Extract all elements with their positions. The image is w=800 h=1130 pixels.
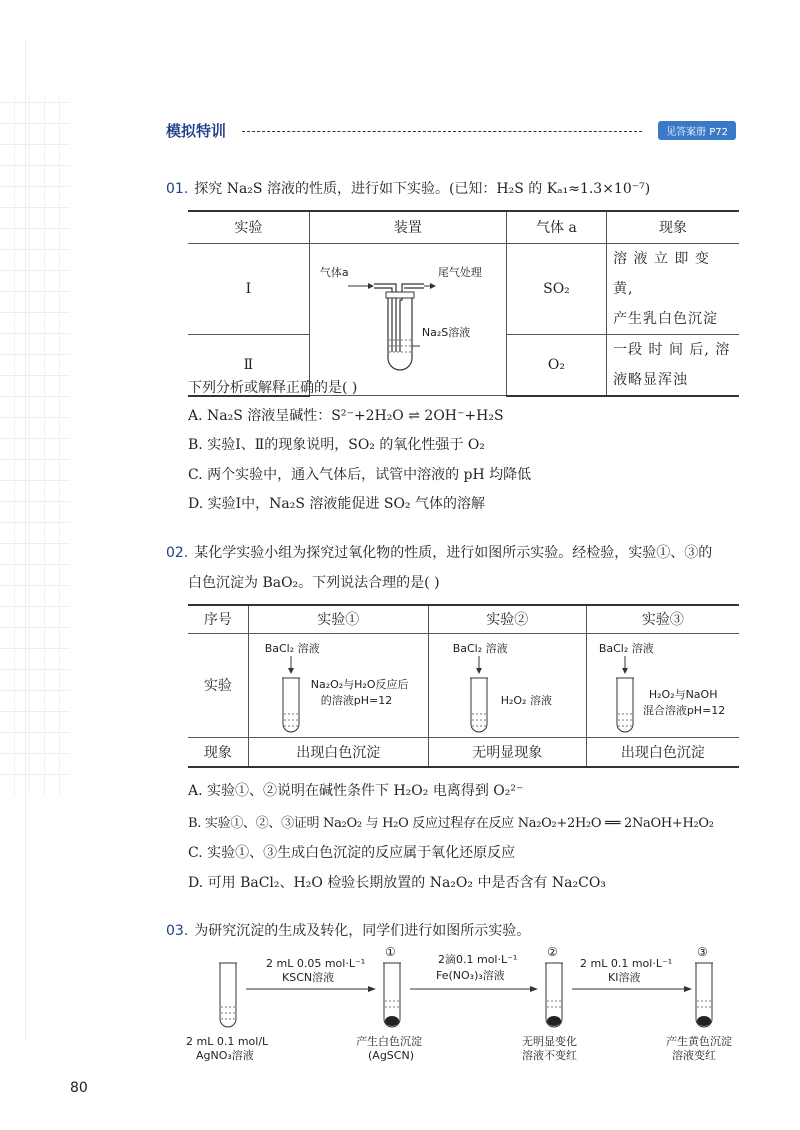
q3-result2-line1: 无明显变化	[522, 1035, 577, 1048]
q1-row1-phenomenon: 溶 液 立 即 变 黄, 产生乳白色沉淀	[607, 243, 739, 334]
q3-arrow2-top: 2滴0.1 mol·L⁻¹	[438, 953, 518, 966]
q2-option-c: C. 实验①、③生成白色沉淀的反应属于氧化还原反应	[188, 845, 516, 861]
q2-option-b: B. 实验①、②、③证明 Na₂O₂ 与 H₂O 反应过程存在反应 Na₂O₂+2H₂O ══ 2NaOH+H₂O₂	[188, 816, 714, 831]
q2-exp2-desc: H₂O₂ 溶液	[500, 693, 552, 707]
q3-diagram	[180, 945, 740, 1075]
q3-mark-2: ②	[547, 945, 558, 959]
q3-mark-3: ③	[697, 945, 708, 959]
q2-row-label-phen: 现象	[188, 737, 248, 767]
q2-exp2-reagent: BaCl₂ 溶液	[452, 641, 508, 655]
q1-row1-exp: Ⅰ	[188, 243, 309, 334]
q3-arrow2-bottom: Fe(NO₃)₃溶液	[436, 969, 505, 982]
q1-row1-gas: SO₂	[506, 243, 606, 334]
q1-prompt: 下列分析或解释正确的是( )	[188, 380, 358, 396]
q3-arrow1-top: 2 mL 0.05 mol·L⁻¹	[266, 957, 366, 970]
margin-grid	[0, 95, 70, 795]
q1-option-b: B. 实验Ⅰ、Ⅱ的现象说明，SO₂ 的氧化性强于 O₂	[188, 437, 485, 453]
q2-exp2-tube	[465, 656, 505, 736]
q1-option-c: C. 两个实验中，通入气体后，试管中溶液的 pH 均降低	[188, 467, 532, 483]
q3-arrow3-bottom: KI溶液	[608, 971, 641, 984]
q2-stem-line1	[166, 542, 712, 562]
q2-exp1-desc2: 的溶液pH=12	[320, 693, 393, 707]
q2-number: 02.	[166, 545, 189, 561]
q2-exp3-reagent: BaCl₂ 溶液	[598, 641, 654, 655]
q3-result1-line1: 产生白色沉淀	[356, 1035, 422, 1048]
q3-result3-line1: 产生黄色沉淀	[666, 1035, 732, 1048]
q2-header-exp2: 实验②	[428, 605, 586, 633]
q3-stem	[166, 920, 530, 940]
q2-header-index: 序号	[188, 605, 248, 633]
q2-stem-line2: 白色沉淀为 BaO₂。下列说法合理的是( )	[188, 575, 440, 591]
q3-arrow3-top: 2 mL 0.1 mol·L⁻¹	[580, 957, 673, 970]
q2-exp-row	[188, 633, 739, 737]
q1-row2-phenomenon: 一段 时 间 后, 溶 液略显浑浊	[607, 334, 739, 396]
q2-exp1-desc1: Na₂O₂与H₂O反应后	[310, 677, 409, 691]
q3-result3-line2: 溶液变红	[672, 1049, 716, 1062]
q1-header-gas: 气体 a	[506, 211, 606, 243]
q2-row-label-exp: 实验	[188, 633, 248, 737]
q2-option-d: D. 可用 BaCl₂、H₂O 检验长期放置的 Na₂O₂ 中是否含有 Na₂CO₃	[188, 875, 606, 891]
q2-exp1-tube	[277, 656, 317, 736]
q3-mark-1: ①	[385, 945, 396, 959]
q1-apparatus-cell	[309, 243, 506, 396]
q1-tail-gas-label: 尾气处理	[437, 265, 482, 279]
q2-stem-text1: 某化学实验小组为探究过氧化物的性质，进行如图所示实验。经检验，实验①、③的	[194, 545, 713, 561]
answer-reference-tag: 见答案册 P72	[658, 121, 736, 140]
q3-arrow1-bottom: KSCN溶液	[282, 971, 335, 984]
q1-option-d: D. 实验Ⅰ中，Na₂S 溶液能促进 SO₂ 气体的溶解	[188, 496, 485, 512]
q1-row-1	[188, 243, 739, 334]
q3-start-label2: AgNO₃溶液	[196, 1049, 254, 1062]
q1-header-phenomenon: 现象	[607, 211, 739, 243]
q1-stem	[166, 178, 650, 198]
q2-exp1-cell	[248, 633, 428, 737]
q2-phen2: 无明显现象	[428, 737, 586, 767]
q2-phen1: 出现白色沉淀	[248, 737, 428, 767]
q1-stem-text: 探究 Na₂S 溶液的性质，进行如下实验。(已知：H₂S 的 Kₐ₁≈1.3×10⁻⁷)	[194, 181, 651, 197]
q2-exp3-tube	[611, 656, 651, 736]
q3-result1-line2: (AgSCN)	[368, 1049, 414, 1062]
q2-exp3-cell	[586, 633, 739, 737]
q1-header-exp: 实验	[188, 211, 309, 243]
section-rule	[242, 131, 642, 132]
q3-number: 03.	[166, 923, 189, 939]
q3-start-label1: 2 mL 0.1 mol/L	[186, 1035, 269, 1048]
q1-row2-gas: O₂	[506, 334, 606, 396]
section-header	[166, 120, 736, 142]
q2-option-a: A. 实验①、②说明在碱性条件下 H₂O₂ 电离得到 O₂²⁻	[188, 783, 524, 799]
q1-table	[188, 210, 739, 397]
q2-phen3: 出现白色沉淀	[586, 737, 739, 767]
page-number: 80	[70, 1080, 88, 1096]
q2-exp3-desc1: H₂O₂与NaOH	[648, 687, 718, 701]
q1-option-a: A. Na₂S 溶液呈碱性：S²⁻+2H₂O ⇌ 2OH⁻+H₂S	[188, 408, 504, 424]
q2-exp1-reagent: BaCl₂ 溶液	[264, 641, 320, 655]
q3-stem-text: 为研究沉淀的生成及转化，同学们进行如图所示实验。	[194, 923, 531, 939]
q2-header-exp1: 实验①	[248, 605, 428, 633]
q1-solution-label: Na₂S溶液	[421, 325, 471, 339]
q2-table	[188, 604, 739, 768]
q2-phenomenon-row	[188, 737, 739, 767]
q1-row2-exp: Ⅱ	[188, 334, 309, 396]
q1-number: 01.	[166, 181, 189, 197]
q1-header-apparatus: 装置	[309, 211, 506, 243]
q3-result2-line2: 溶液不变红	[522, 1049, 577, 1062]
q2-header-exp3: 实验③	[586, 605, 739, 633]
q2-exp3-desc2: 混合溶液pH=12	[642, 703, 726, 717]
section-title: 模拟特训	[166, 122, 227, 140]
q1-gas-in-label: 气体a	[319, 265, 349, 279]
q2-exp2-cell	[428, 633, 586, 737]
